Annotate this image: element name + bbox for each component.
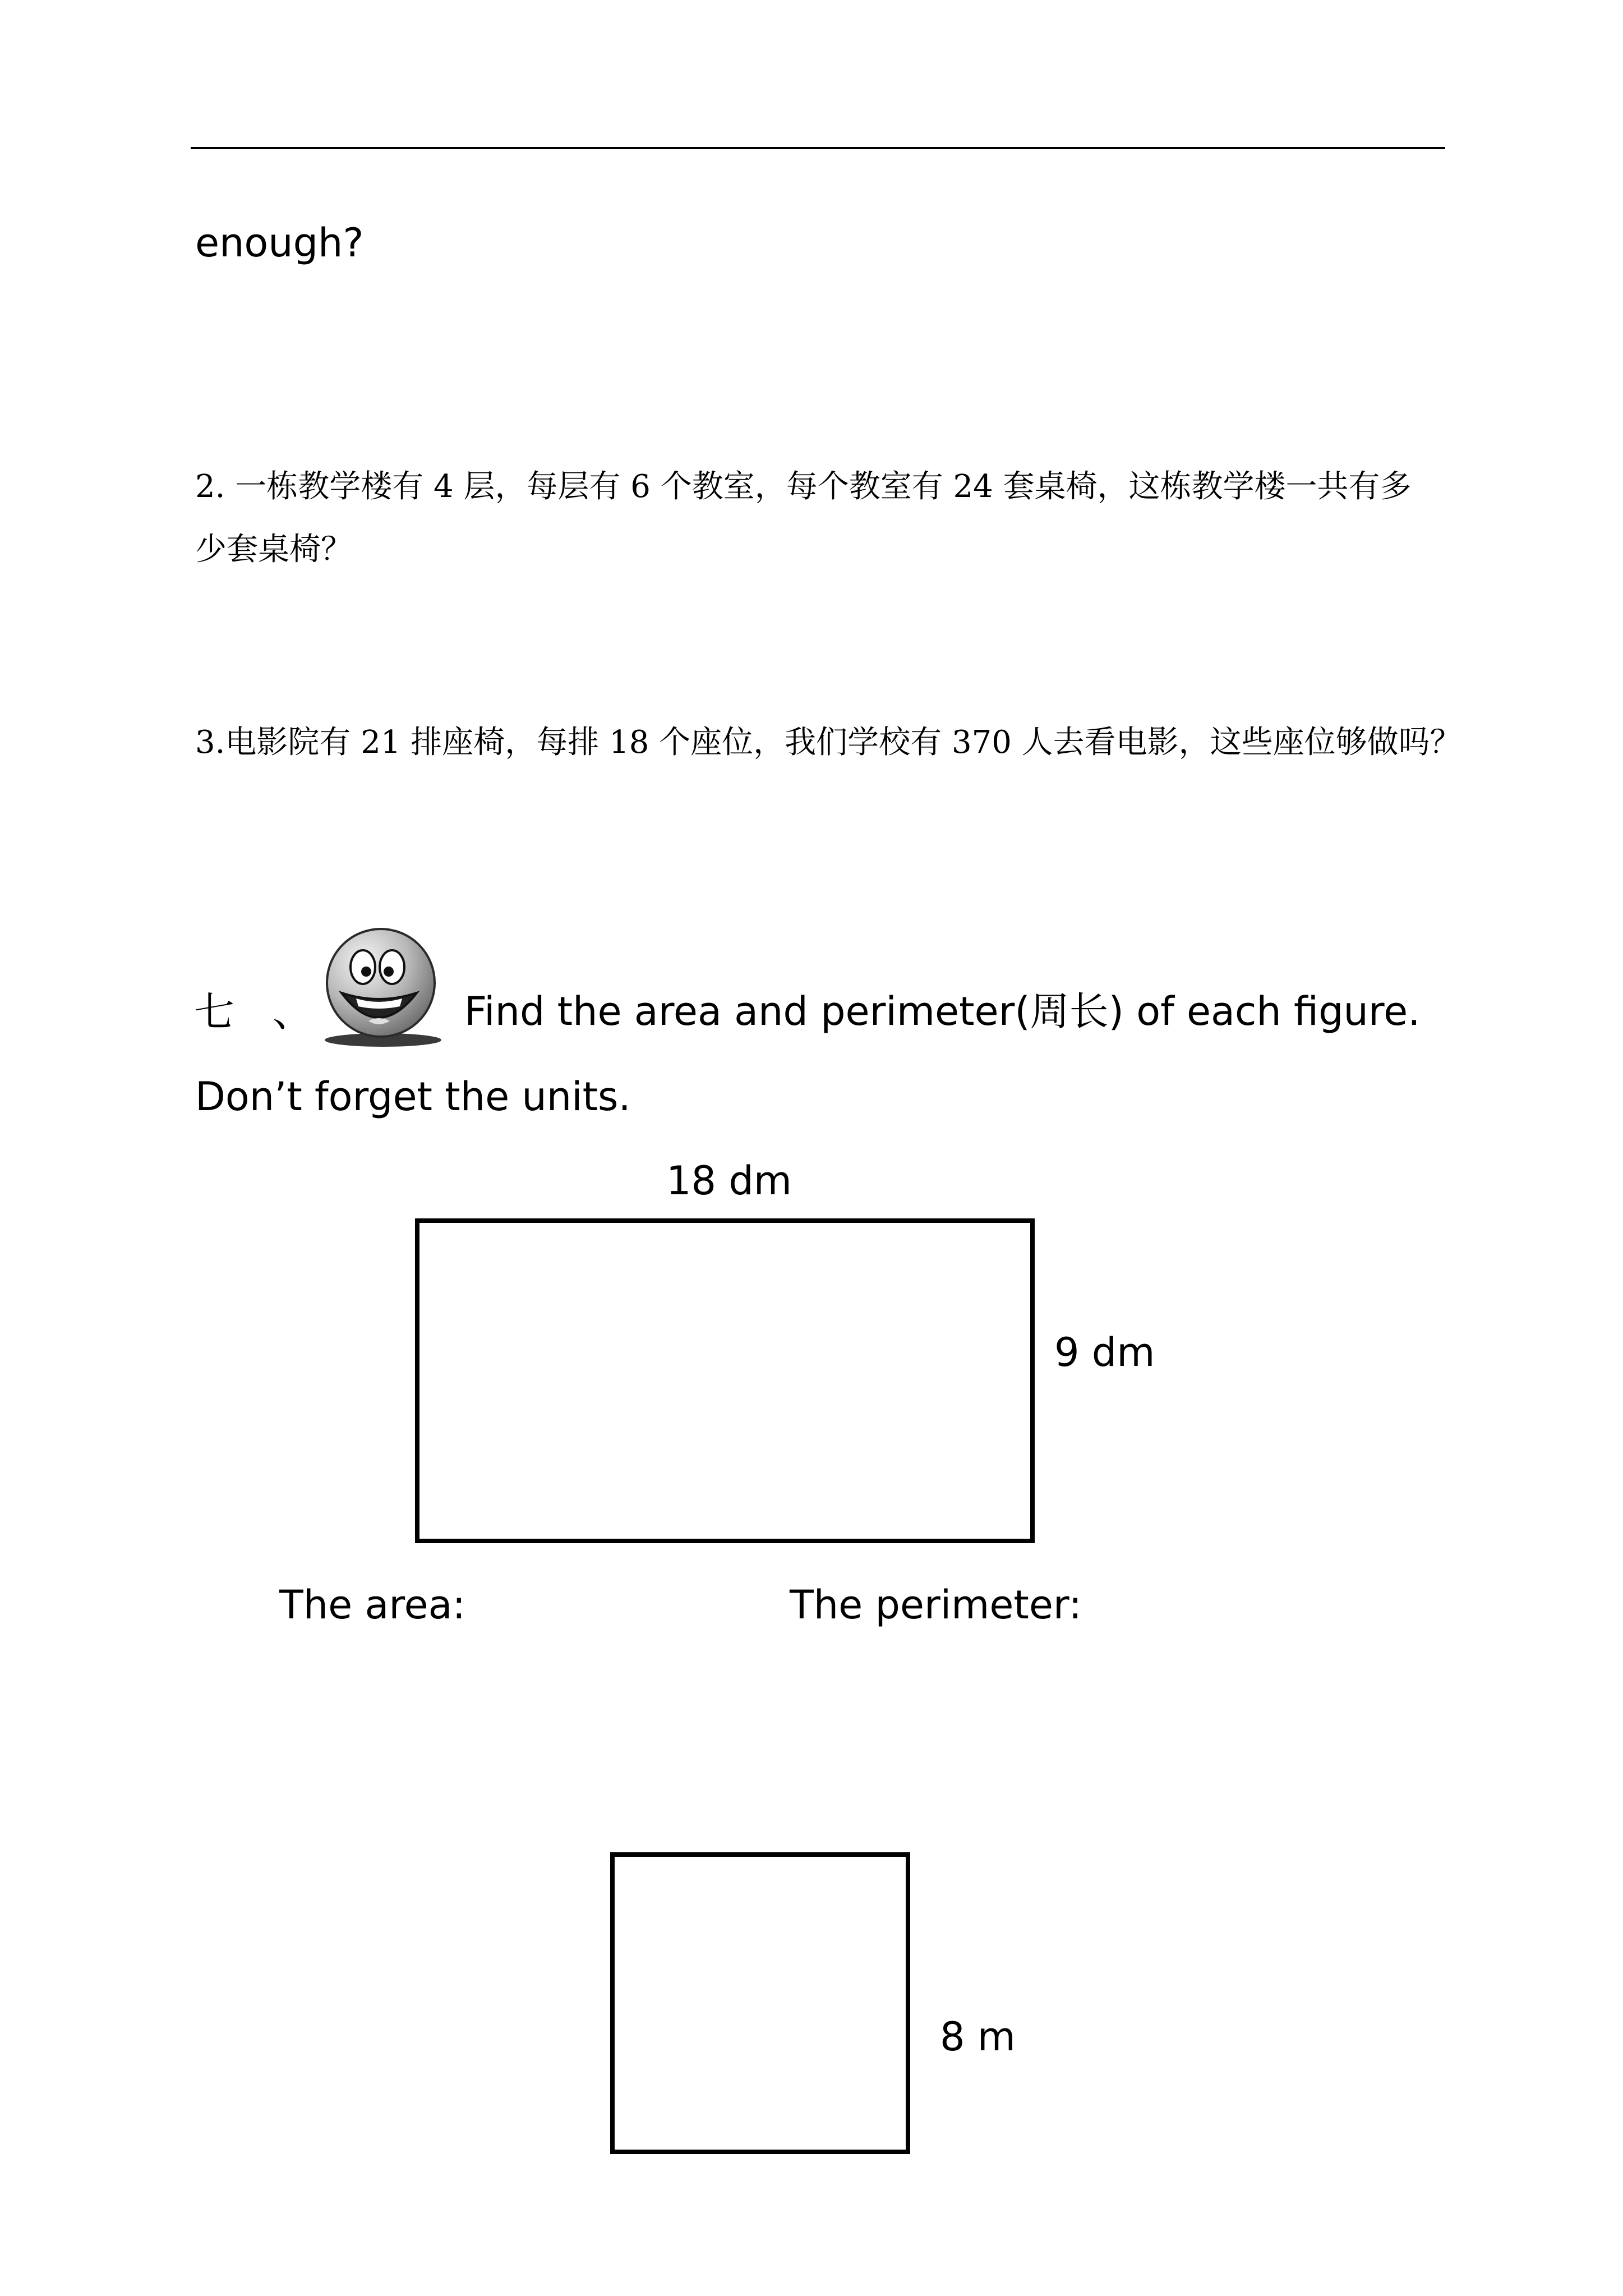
rectangle-width-label: 18 dm bbox=[666, 1158, 792, 1204]
square-side-label: 8 m bbox=[940, 2014, 1016, 2060]
perimeter-label: The perimeter: bbox=[790, 1582, 1082, 1628]
continuation-text: enough? bbox=[195, 220, 364, 266]
area-label: The area: bbox=[279, 1582, 466, 1628]
problem-2-line-1: 2. 一栋教学楼有 4 层，每层有 6 个教室，每个教室有 24 套桌椅，这栋教学楼一共有多 bbox=[195, 468, 1412, 505]
smiley-face-icon bbox=[317, 927, 446, 1050]
square-figure bbox=[610, 1852, 910, 2156]
section-number: 七 bbox=[194, 988, 235, 1036]
instruction-line-1: Find the area and perimeter(周长) of each figure. bbox=[464, 988, 1421, 1034]
instruction-line-2: Don’t forget the units. bbox=[195, 1074, 631, 1120]
problem-3-line-1: 3.电影院有 21 排座椅，每排 18 个座位，我们学校有 370 人去看电影，这些座位够做吗？ bbox=[195, 724, 1461, 761]
section-separator: 、 bbox=[273, 988, 313, 1036]
rectangle-figure bbox=[415, 1218, 1035, 1546]
rectangle-height-label: 9 dm bbox=[1054, 1329, 1155, 1375]
header-rule bbox=[191, 147, 1445, 149]
problem-2-line-2: 少套桌椅？ bbox=[195, 531, 352, 568]
